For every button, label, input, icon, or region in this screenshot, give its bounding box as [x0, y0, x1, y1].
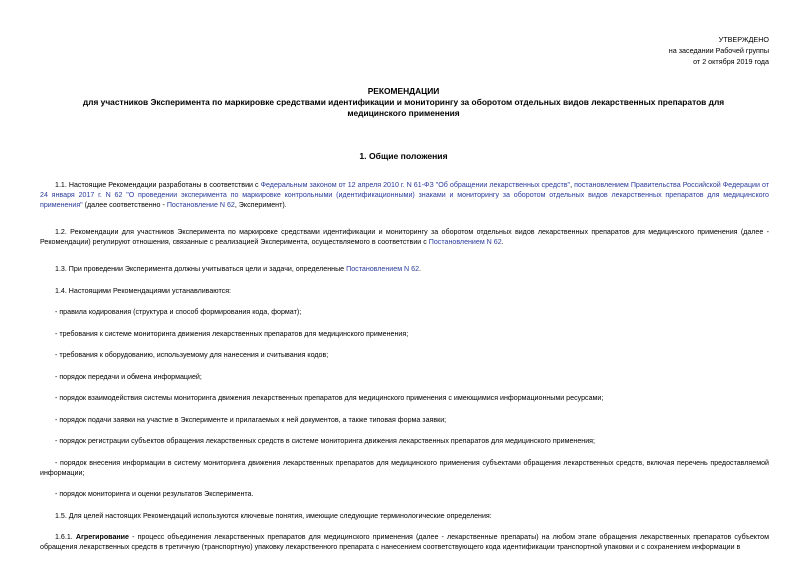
- decree-62-link[interactable]: Постановление N 62: [166, 201, 235, 209]
- list-item: - требования к системе мониторинга движения лекарственных препаратов для медицинского применения;: [55, 329, 409, 338]
- list-item: - порядок внесения информации в систему мониторинга движения лекарственных препаратов для медицинского применения субъектами обращения лекарственных средств, включая перечень предоставляемой информации;: [40, 458, 769, 477]
- decree-62-link[interactable]: Постановлением N 62: [428, 238, 502, 246]
- document-subtitle-line-2: медицинского применения: [347, 108, 460, 119]
- document-subtitle-line-1: для участников Эксперимента по маркировке средствами идентификации и мониторингу за оборотом отдельных видов лекарственных препаратов для: [82, 97, 725, 108]
- paragraph-text: .: [501, 238, 504, 246]
- paragraph-text: - процесс объединения лекарственных препаратов для медицинского применения (далее - лекарственные препараты) на любом этапе обращения лекарственных препаратов субъектом обращения лекарственных средств в третичную (транспортную) упаковку лекарственного препарата с нанесением соответствующего кода идентификации транспортной упаковки и с сохранением информации в: [40, 533, 769, 551]
- term-aggregation: Агрегирование: [75, 533, 129, 541]
- paragraph-1-1: [40, 180, 769, 210]
- paragraph-text: 1.6.1.: [55, 533, 76, 541]
- approval-stamp: [669, 34, 769, 67]
- paragraph-text: 1.2. Рекомендации для участников Эксперимента по маркировке средствами идентификации и мониторингу за оборотом отдельных видов лекарственных препаратов для медицинского применения (далее - Рекомендации) регулируют отношения, связанные с реализацией Эксперимента, осуществляемого в соответствии с: [40, 228, 769, 246]
- list-item: - требования к оборудованию, используемому для нанесения и считывания кодов;: [55, 351, 329, 359]
- approval-line-3: от 2 октября 2019 года: [693, 57, 769, 66]
- decree-62-link[interactable]: Постановлением N 62: [346, 265, 420, 273]
- paragraph-text: .: [419, 265, 422, 273]
- document-title: [40, 86, 767, 120]
- list-item: - порядок регистрации субъектов обращения лекарственных средств в системе мониторинга движения лекарственных препаратов для медицинского применения;: [55, 437, 595, 445]
- federal-law-link[interactable]: Федеральным законом от 12 апреля 2010 г. N 61-ФЗ "Об обращении лекарственных средств": [260, 181, 571, 189]
- paragraph-1-5: 1.5. Для целей настоящих Рекомендаций используются ключевые понятия, имеющие следующие терминологические определения:: [55, 511, 492, 520]
- paragraph-text: 1.3. При проведении Эксперимента должны учитываться цели и задачи, определенные: [55, 265, 347, 273]
- list-item: - порядок подачи заявки на участие в Эксперименте и прилагаемых к ней документов, а также типовая форма заявки;: [55, 415, 447, 424]
- paragraph-text: 1.1. Настоящие Рекомендации разработаны в соответствии с: [55, 181, 261, 189]
- paragraph-1-4: 1.4. Настоящими Рекомендациями устанавливаются:: [55, 286, 232, 295]
- list-item: - порядок взаимодействия системы мониторинга движения лекарственных препаратов для медицинского применения с имеющимися информационными ресурсами;: [55, 394, 604, 402]
- list-item: - правила кодирования (структура и способ формирования кода, формат);: [55, 308, 302, 316]
- paragraph-1-2: [40, 227, 769, 247]
- paragraph-text: , Эксперимент).: [234, 201, 287, 209]
- document-body: [40, 180, 769, 552]
- paragraph-text: (далее соответственно -: [82, 201, 167, 209]
- list-item: - порядок передачи и обмена информацией;: [55, 372, 202, 381]
- government-decree-link[interactable]: постановлением Правительства Российской Федерации от 24 января 2017 г. N 62 "О проведении эксперимента по маркировке контрольными (идентификационными) знаками и мониторингу за оборотом отдельных видов лекарственных препаратов для медицинского применения": [40, 181, 770, 209]
- document-heading: РЕКОМЕНДАЦИИ: [367, 86, 440, 96]
- paragraph-1-6-1: [40, 532, 769, 552]
- paragraph-1-3: [40, 264, 769, 274]
- approval-line-2: на заседании Рабочей группы: [668, 46, 769, 55]
- section-title: 1. Общие положения: [359, 151, 448, 161]
- paragraph-text: ,: [570, 181, 575, 189]
- list-item: - порядок мониторинга и оценки результатов Эксперимента.: [55, 490, 254, 498]
- approval-line-1: УТВЕРЖДЕНО: [718, 35, 769, 44]
